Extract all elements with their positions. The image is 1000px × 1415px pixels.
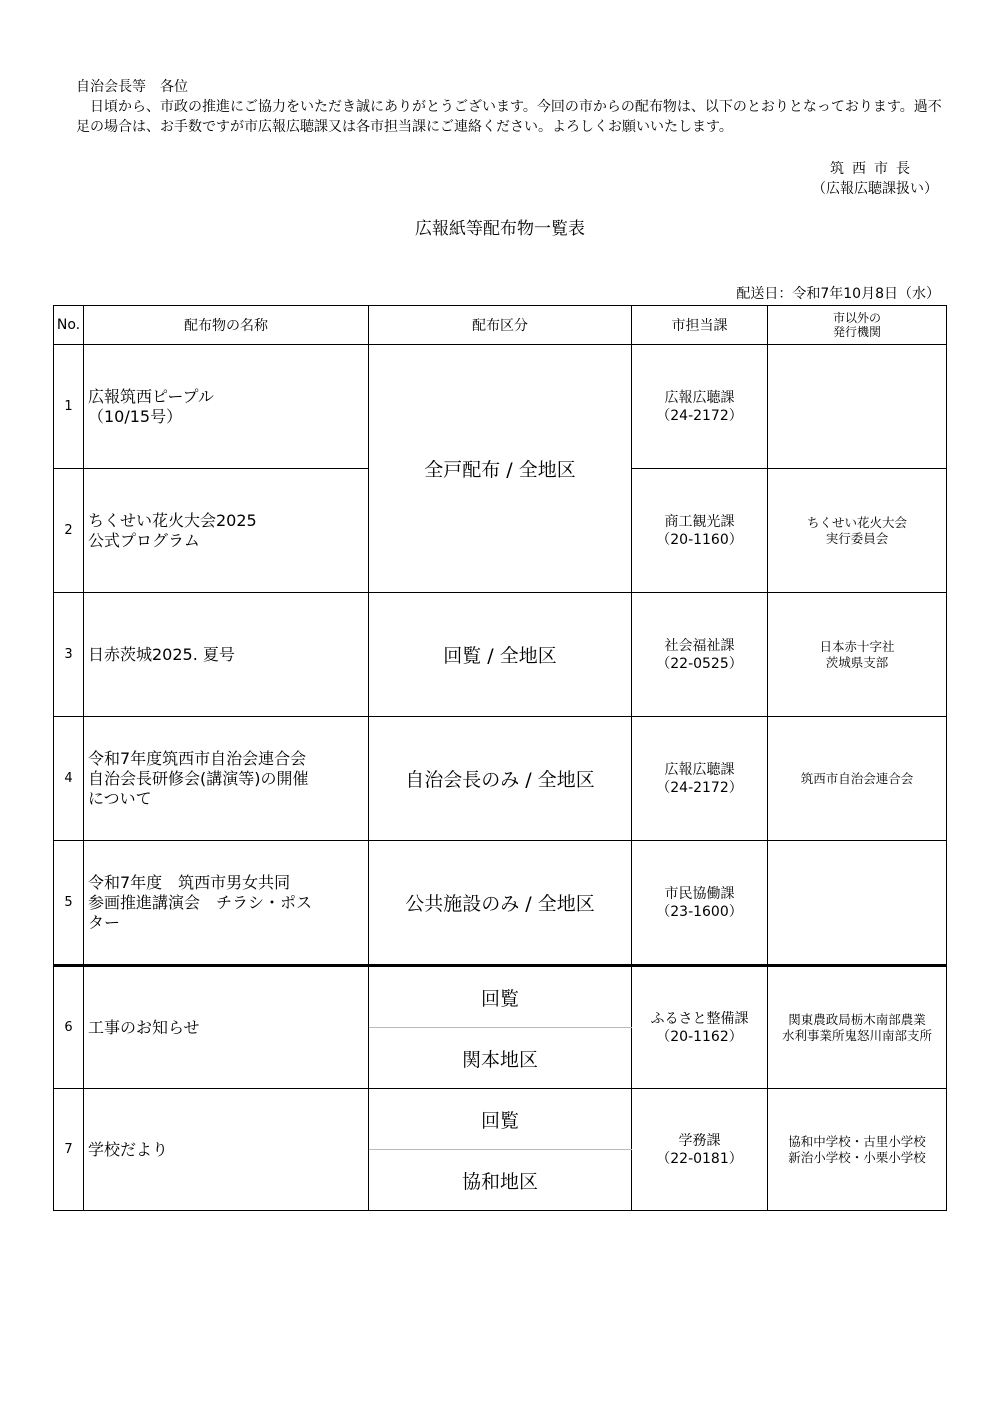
col-name: 配布物の名称 bbox=[84, 306, 369, 345]
row-no: 4 bbox=[54, 717, 84, 841]
row-no: 3 bbox=[54, 593, 84, 717]
department: 広報広聴課 （24-2172） bbox=[632, 345, 768, 469]
row-no: 1 bbox=[54, 345, 84, 469]
table-row bbox=[54, 717, 947, 841]
delivery-date: 配送日：令和7年10月8日（水） bbox=[736, 286, 940, 302]
col-distribution: 配布区分 bbox=[369, 306, 632, 345]
item-name: 令和7年度 筑西市男女共同 参画推進講演会 チラシ・ポス ター bbox=[84, 841, 369, 966]
distribution-area: 関本地区 bbox=[369, 1028, 632, 1089]
signer-department: （広報広聴課扱い） bbox=[812, 181, 938, 197]
table-row bbox=[54, 966, 947, 1028]
col-dept: 市担当課 bbox=[632, 306, 768, 345]
issuer bbox=[768, 345, 947, 469]
item-name: 日赤茨城2025. 夏号 bbox=[84, 593, 369, 717]
department: ふるさと整備課 （20-1162） bbox=[632, 966, 768, 1089]
issuer: 協和中学校・古里小学校 新治小学校・小栗小学校 bbox=[768, 1089, 947, 1211]
signer: 筑西市長 bbox=[830, 161, 918, 177]
table-row bbox=[54, 841, 947, 966]
item-name: 広報筑西ピープル （10/15号） bbox=[84, 345, 369, 469]
department: 広報広聴課 （24-2172） bbox=[632, 717, 768, 841]
row-no: 6 bbox=[54, 966, 84, 1089]
table-header bbox=[54, 306, 947, 345]
issuer: 筑西市自治会連合会 bbox=[768, 717, 947, 841]
intro-text: 日頃から、市政の推進にご協力をいただき誠にありがとうございます。今回の市からの配布物は、以下のとおりとなっております。過不足の場合は、お手数ですが市広報広聴課又は各市担当課にご連絡ください。よろしくお願いいたします。 bbox=[76, 99, 942, 135]
col-issuer: 市以外の 発行機関 bbox=[768, 306, 947, 345]
item-name: 令和7年度筑西市自治会連合会 自治会長研修会(講演等)の開催 について bbox=[84, 717, 369, 841]
row-no: 5 bbox=[54, 841, 84, 966]
department: 学務課 （22-0181） bbox=[632, 1089, 768, 1211]
row-no: 2 bbox=[54, 469, 84, 593]
issuer bbox=[768, 841, 947, 966]
table-row bbox=[54, 1089, 947, 1150]
department: 市民協働課 （23-1600） bbox=[632, 841, 768, 966]
distribution: 公共施設のみ / 全地区 bbox=[369, 841, 632, 966]
distribution: 回覧 / 全地区 bbox=[369, 593, 632, 717]
item-name: ちくせい花火大会2025 公式プログラム bbox=[84, 469, 369, 593]
distribution-type: 回覧 bbox=[369, 966, 632, 1028]
issuer: 関東農政局栃木南部農業 水利事業所鬼怒川南部支所 bbox=[768, 966, 947, 1089]
table-row bbox=[54, 345, 947, 469]
document-title: 広報紙等配布物一覧表 bbox=[415, 219, 585, 239]
issuer: ちくせい花火大会 実行委員会 bbox=[768, 469, 947, 593]
distribution-area: 協和地区 bbox=[369, 1150, 632, 1211]
department: 商工観光課 （20-1160） bbox=[632, 469, 768, 593]
table-row bbox=[54, 593, 947, 717]
item-name: 学校だより bbox=[84, 1089, 369, 1211]
row-no: 7 bbox=[54, 1089, 84, 1211]
distribution-type: 回覧 bbox=[369, 1089, 632, 1150]
col-no: No. bbox=[54, 306, 84, 345]
distribution-table bbox=[53, 305, 947, 1211]
item-name: 工事のお知らせ bbox=[84, 966, 369, 1089]
distribution: 自治会長のみ / 全地区 bbox=[369, 717, 632, 841]
distribution: 全戸配布 / 全地区 bbox=[369, 345, 632, 593]
greeting: 自治会長等 各位 bbox=[76, 79, 188, 95]
issuer: 日本赤十字社 茨城県支部 bbox=[768, 593, 947, 717]
department: 社会福祉課 （22-0525） bbox=[632, 593, 768, 717]
